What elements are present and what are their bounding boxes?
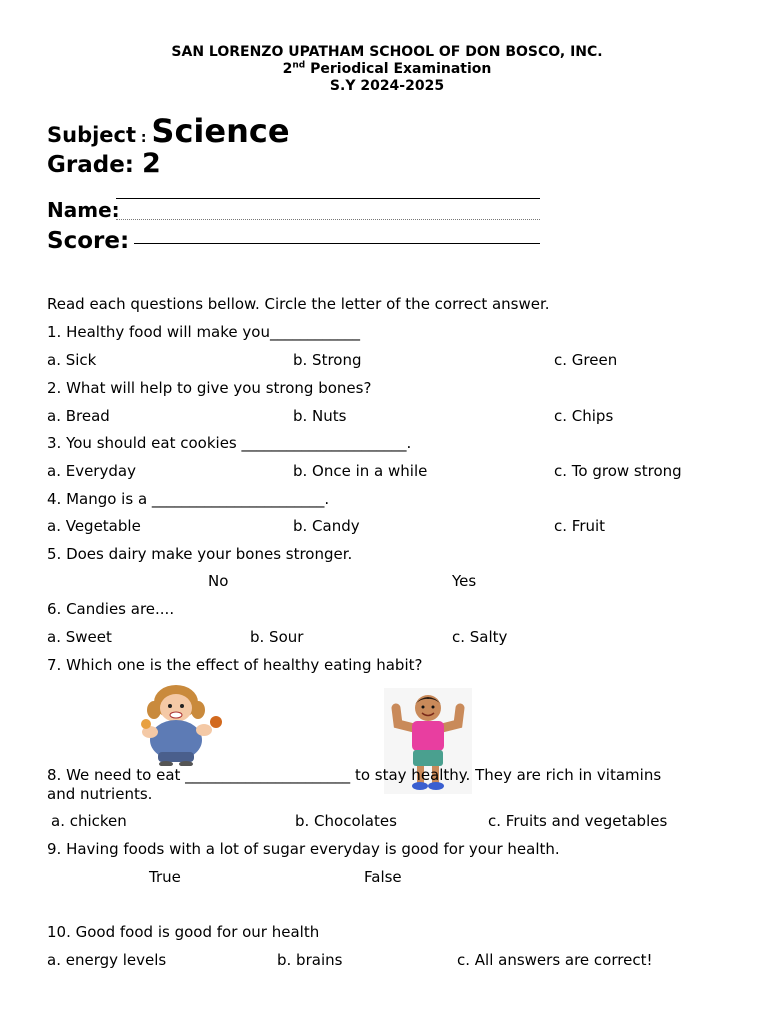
q5-option-no[interactable]: No [208,572,229,590]
school-name: SAN LORENZO UPATHAM SCHOOL OF DON BOSCO, INC. [171,44,603,60]
q8-option-b[interactable]: b. Chocolates [295,812,397,830]
q5-option-yes[interactable]: Yes [452,572,477,590]
q8-option-c[interactable]: c. Fruits and vegetables [488,812,668,830]
question-8-line-2: and nutrients. [47,785,153,803]
q3-option-a[interactable]: a. Everyday [47,462,136,480]
score-label: Score: [47,228,130,254]
q10-option-b[interactable]: b. brains [277,951,343,969]
exam-ordinal-suffix: nd [292,60,306,71]
q8-option-a[interactable]: a. chicken [51,812,127,830]
question-6: 6. Candies are.... [47,600,175,618]
question-5: 5. Does dairy make your bones stronger. [47,545,353,563]
exam-title [0,61,768,77]
q10-option-a[interactable]: a. energy levels [47,951,167,969]
grade-row [47,148,161,179]
score-line[interactable] [134,243,540,244]
q4-option-a[interactable]: a. Vegetable [47,517,141,535]
q9-option-true[interactable]: True [149,868,181,886]
subject-label: Subject [47,123,137,147]
q9-option-false[interactable]: False [364,868,402,886]
q3-option-c[interactable]: c. To grow strong [554,462,682,480]
subject-separator: : [136,130,152,146]
q3-option-b[interactable]: b. Once in a while [293,462,428,480]
q2-option-b[interactable]: b. Nuts [293,407,347,425]
q1-option-a[interactable]: a. Sick [47,351,97,369]
subject-row [47,112,290,150]
question-1: 1. Healthy food will make you____________ [47,323,360,341]
exam-ordinal: 2 [282,61,293,77]
instructions: Read each questions bellow. Circle the letter of the correct answer. [47,295,550,313]
q6-option-a[interactable]: a. Sweet [47,628,112,646]
top-rule [116,198,540,199]
question-3: 3. You should eat cookies ______________________. [47,434,412,452]
exam-title-rest: Periodical Examination [305,61,492,77]
school-year: S.Y 2024-2025 [329,78,445,94]
question-10: 10. Good food is good for our health [47,923,320,941]
q4-option-b[interactable]: b. Candy [293,517,360,535]
name-label: Name: [47,198,120,222]
subject-value: Science [151,112,290,150]
q2-option-c[interactable]: c. Chips [554,407,614,425]
q1-option-b[interactable]: b. Strong [293,351,362,369]
name-line[interactable] [116,219,540,220]
q4-option-c[interactable]: c. Fruit [554,517,606,535]
question-7: 7. Which one is the effect of healthy eating habit? [47,656,423,674]
grade-value: 2 [142,148,161,179]
q7-image-a[interactable] [138,682,226,766]
q10-option-c[interactable]: c. All answers are correct! [457,951,653,969]
q1-option-c[interactable]: c. Green [554,351,618,369]
question-4: 4. Mango is a _______________________. [47,490,330,508]
q2-option-a[interactable]: a. Bread [47,407,110,425]
question-9: 9. Having foods with a lot of sugar everyday is good for your health. [47,840,560,858]
question-8-line-1: 8. We need to eat ______________________ to stay healthy. They are rich in vitamins [47,766,662,784]
question-2: 2. What will help to give you strong bones? [47,379,372,397]
q6-option-c[interactable]: c. Salty [452,628,508,646]
q6-option-b[interactable]: b. Sour [250,628,304,646]
grade-label: Grade: [47,152,143,178]
